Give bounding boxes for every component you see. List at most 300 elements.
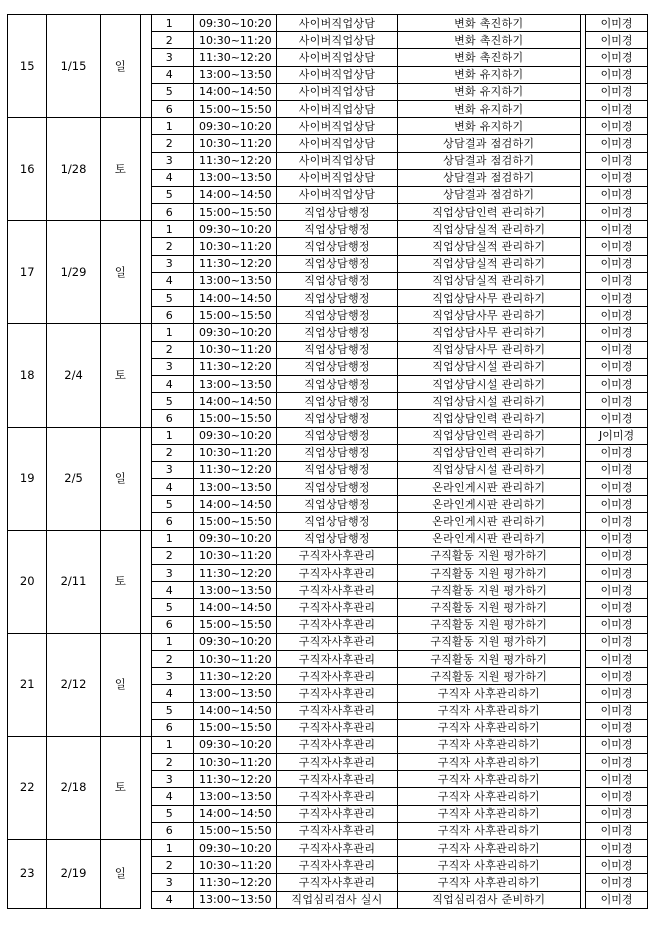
subject-unit: 구직자사후관리	[277, 668, 397, 685]
subject-unit: 사이버직업상담	[277, 49, 397, 66]
time-range: 11:30~12:20	[194, 358, 277, 375]
instructor-name: 이미경	[586, 290, 648, 307]
subject-unit: 구직자사후관리	[277, 702, 397, 719]
session-date: 2/19	[47, 840, 100, 909]
lesson-content: 직업상담인력 관리하기	[397, 410, 580, 427]
period-number: 6	[151, 616, 194, 633]
time-range: 09:30~10:20	[194, 221, 277, 238]
instructor-name: 이미경	[586, 393, 648, 410]
time-range: 13:00~13:50	[194, 685, 277, 702]
lesson-content: 직업상담사무 관리하기	[397, 324, 580, 341]
period-number: 5	[151, 393, 194, 410]
instructor-name: 이미경	[586, 358, 648, 375]
lesson-content: 직업상담인력 관리하기	[397, 204, 580, 221]
spacer-cell	[141, 15, 152, 118]
lesson-content: 직업상담시설 관리하기	[397, 358, 580, 375]
session-number: 18	[8, 324, 47, 427]
lesson-content: 구직자 사후관리하기	[397, 857, 580, 874]
time-range: 13:00~13:50	[194, 272, 277, 289]
time-range: 11:30~12:20	[194, 49, 277, 66]
time-range: 10:30~11:20	[194, 547, 277, 564]
instructor-name: 이미경	[586, 857, 648, 874]
instructor-name: 이미경	[586, 496, 648, 513]
instructor-name: 이미경	[586, 805, 648, 822]
subject-unit: 사이버직업상담	[277, 66, 397, 83]
lesson-content: 직업상담실적 관리하기	[397, 221, 580, 238]
time-range: 09:30~10:20	[194, 15, 277, 32]
period-number: 3	[151, 255, 194, 272]
session-number: 15	[8, 15, 47, 118]
instructor-name: 이미경	[586, 599, 648, 616]
subject-unit: 직업상담행정	[277, 444, 397, 461]
lesson-content: 구직활동 지원 평가하기	[397, 547, 580, 564]
lesson-content: 온라인게시판 관리하기	[397, 479, 580, 496]
subject-unit: 직업상담행정	[277, 290, 397, 307]
period-number: 2	[151, 341, 194, 358]
session-weekday: 일	[100, 221, 140, 324]
session-date: 2/4	[47, 324, 100, 427]
lesson-content: 변화 촉진하기	[397, 32, 580, 49]
lesson-content: 구직활동 지원 평가하기	[397, 565, 580, 582]
lesson-content: 온라인게시판 관리하기	[397, 530, 580, 547]
table-row	[8, 530, 648, 547]
instructor-name: 이미경	[586, 719, 648, 736]
time-range: 11:30~12:20	[194, 255, 277, 272]
lesson-content: 구직활동 지원 평가하기	[397, 633, 580, 650]
lesson-content: 변화 유지하기	[397, 100, 580, 117]
instructor-name: 이미경	[586, 547, 648, 564]
instructor-name: 이미경	[586, 736, 648, 753]
subject-unit: 구직자사후관리	[277, 736, 397, 753]
lesson-content: 구직활동 지원 평가하기	[397, 668, 580, 685]
subject-unit: 직업상담행정	[277, 238, 397, 255]
lesson-content: 상담결과 점검하기	[397, 169, 580, 186]
period-number: 3	[151, 152, 194, 169]
period-number: 5	[151, 702, 194, 719]
subject-unit: 직업상담행정	[277, 427, 397, 444]
subject-unit: 구직자사후관리	[277, 650, 397, 667]
time-range: 09:30~10:20	[194, 530, 277, 547]
instructor-name: 이미경	[586, 840, 648, 857]
instructor-name: 이미경	[586, 633, 648, 650]
session-date: 2/11	[47, 530, 100, 633]
time-range: 15:00~15:50	[194, 307, 277, 324]
session-number: 23	[8, 840, 47, 909]
lesson-content: 직업상담사무 관리하기	[397, 307, 580, 324]
period-number: 3	[151, 565, 194, 582]
period-number: 4	[151, 788, 194, 805]
period-number: 5	[151, 83, 194, 100]
lesson-content: 구직자 사후관리하기	[397, 719, 580, 736]
lesson-content: 변화 촉진하기	[397, 15, 580, 32]
period-number: 1	[151, 324, 194, 341]
lesson-content: 직업상담시설 관리하기	[397, 393, 580, 410]
instructor-name: 이미경	[586, 152, 648, 169]
subject-unit: 직업상담행정	[277, 461, 397, 478]
period-number: 5	[151, 290, 194, 307]
lesson-content: 변화 유지하기	[397, 118, 580, 135]
instructor-name: 이미경	[586, 530, 648, 547]
instructor-name: 이미경	[586, 513, 648, 530]
period-number: 3	[151, 668, 194, 685]
lesson-content: 상담결과 점검하기	[397, 186, 580, 203]
period-number: 2	[151, 650, 194, 667]
period-number: 2	[151, 32, 194, 49]
instructor-name: 이미경	[586, 891, 648, 908]
period-number: 2	[151, 857, 194, 874]
session-weekday: 일	[100, 427, 140, 530]
lesson-content: 직업상담인력 관리하기	[397, 444, 580, 461]
subject-unit: 직업상담행정	[277, 496, 397, 513]
time-range: 15:00~15:50	[194, 822, 277, 839]
table-row	[8, 633, 648, 650]
instructor-name: 이미경	[586, 565, 648, 582]
lesson-content: 변화 유지하기	[397, 83, 580, 100]
subject-unit: 직업상담행정	[277, 272, 397, 289]
time-range: 10:30~11:20	[194, 857, 277, 874]
time-range: 15:00~15:50	[194, 513, 277, 530]
subject-unit: 구직자사후관리	[277, 599, 397, 616]
table-row	[8, 427, 648, 444]
spacer-cell	[141, 221, 152, 324]
instructor-name: 이미경	[586, 650, 648, 667]
subject-unit: 구직자사후관리	[277, 633, 397, 650]
period-number: 6	[151, 513, 194, 530]
instructor-name: 이미경	[586, 66, 648, 83]
period-number: 6	[151, 410, 194, 427]
lesson-content: 구직자 사후관리하기	[397, 788, 580, 805]
time-range: 15:00~15:50	[194, 204, 277, 221]
instructor-name: 이미경	[586, 702, 648, 719]
time-range: 13:00~13:50	[194, 66, 277, 83]
subject-unit: 구직자사후관리	[277, 719, 397, 736]
instructor-name: 이미경	[586, 221, 648, 238]
period-number: 1	[151, 221, 194, 238]
session-date: 2/12	[47, 633, 100, 736]
instructor-name: 이미경	[586, 186, 648, 203]
time-range: 15:00~15:50	[194, 616, 277, 633]
instructor-name: 이미경	[586, 307, 648, 324]
subject-unit: 직업상담행정	[277, 513, 397, 530]
instructor-name: 이미경	[586, 444, 648, 461]
time-range: 13:00~13:50	[194, 169, 277, 186]
subject-unit: 직업상담행정	[277, 410, 397, 427]
instructor-name: 이미경	[586, 169, 648, 186]
period-number: 2	[151, 135, 194, 152]
subject-unit: 구직자사후관리	[277, 822, 397, 839]
period-number: 4	[151, 375, 194, 392]
instructor-name: 이미경	[586, 341, 648, 358]
period-number: 6	[151, 204, 194, 221]
instructor-name: 이미경	[586, 204, 648, 221]
period-number: 5	[151, 805, 194, 822]
instructor-name: 이미경	[586, 375, 648, 392]
period-number: 2	[151, 547, 194, 564]
subject-unit: 직업상담행정	[277, 479, 397, 496]
session-weekday: 일	[100, 633, 140, 736]
session-number: 21	[8, 633, 47, 736]
table-row	[8, 324, 648, 341]
period-number: 1	[151, 530, 194, 547]
time-range: 10:30~11:20	[194, 32, 277, 49]
time-range: 09:30~10:20	[194, 118, 277, 135]
subject-unit: 구직자사후관리	[277, 805, 397, 822]
session-weekday: 일	[100, 15, 140, 118]
subject-unit: 직업상담행정	[277, 324, 397, 341]
instructor-name: J이미경	[586, 427, 648, 444]
lesson-content: 구직자 사후관리하기	[397, 822, 580, 839]
period-number: 1	[151, 840, 194, 857]
instructor-name: 이미경	[586, 83, 648, 100]
subject-unit: 사이버직업상담	[277, 169, 397, 186]
time-range: 14:00~14:50	[194, 702, 277, 719]
subject-unit: 구직자사후관리	[277, 685, 397, 702]
lesson-content: 구직자 사후관리하기	[397, 805, 580, 822]
time-range: 13:00~13:50	[194, 788, 277, 805]
period-number: 1	[151, 736, 194, 753]
period-number: 1	[151, 427, 194, 444]
spacer-cell	[141, 840, 152, 909]
instructor-name: 이미경	[586, 822, 648, 839]
table-row	[8, 15, 648, 32]
instructor-name: 이미경	[586, 135, 648, 152]
period-number: 3	[151, 461, 194, 478]
time-range: 14:00~14:50	[194, 496, 277, 513]
session-number: 20	[8, 530, 47, 633]
lesson-content: 변화 촉진하기	[397, 49, 580, 66]
time-range: 10:30~11:20	[194, 444, 277, 461]
instructor-name: 이미경	[586, 238, 648, 255]
subject-unit: 직업상담행정	[277, 341, 397, 358]
subject-unit: 사이버직업상담	[277, 135, 397, 152]
instructor-name: 이미경	[586, 100, 648, 117]
lesson-content: 구직자 사후관리하기	[397, 840, 580, 857]
time-range: 09:30~10:20	[194, 427, 277, 444]
period-number: 6	[151, 307, 194, 324]
lesson-content: 상담결과 점검하기	[397, 152, 580, 169]
session-weekday: 일	[100, 840, 140, 909]
lesson-content: 직업상담실적 관리하기	[397, 238, 580, 255]
time-range: 14:00~14:50	[194, 83, 277, 100]
subject-unit: 구직자사후관리	[277, 547, 397, 564]
subject-unit: 구직자사후관리	[277, 840, 397, 857]
session-weekday: 토	[100, 118, 140, 221]
session-number: 16	[8, 118, 47, 221]
lesson-content: 구직활동 지원 평가하기	[397, 650, 580, 667]
lesson-content: 온라인게시판 관리하기	[397, 513, 580, 530]
instructor-name: 이미경	[586, 479, 648, 496]
time-range: 09:30~10:20	[194, 324, 277, 341]
time-range: 13:00~13:50	[194, 582, 277, 599]
time-range: 09:30~10:20	[194, 840, 277, 857]
period-number: 3	[151, 358, 194, 375]
lesson-content: 상담결과 점검하기	[397, 135, 580, 152]
instructor-name: 이미경	[586, 49, 648, 66]
lesson-content: 구직자 사후관리하기	[397, 736, 580, 753]
session-weekday: 토	[100, 324, 140, 427]
period-number: 4	[151, 891, 194, 908]
period-number: 3	[151, 771, 194, 788]
subject-unit: 구직자사후관리	[277, 565, 397, 582]
subject-unit: 직업상담행정	[277, 307, 397, 324]
spacer-cell	[141, 324, 152, 427]
subject-unit: 사이버직업상담	[277, 32, 397, 49]
lesson-content: 구직자 사후관리하기	[397, 754, 580, 771]
time-range: 14:00~14:50	[194, 805, 277, 822]
time-range: 10:30~11:20	[194, 650, 277, 667]
time-range: 15:00~15:50	[194, 719, 277, 736]
time-range: 10:30~11:20	[194, 754, 277, 771]
instructor-name: 이미경	[586, 874, 648, 891]
period-number: 5	[151, 186, 194, 203]
subject-unit: 사이버직업상담	[277, 100, 397, 117]
time-range: 13:00~13:50	[194, 375, 277, 392]
lesson-content: 직업상담사무 관리하기	[397, 290, 580, 307]
lesson-content: 구직자 사후관리하기	[397, 685, 580, 702]
period-number: 4	[151, 169, 194, 186]
session-date: 1/15	[47, 15, 100, 118]
time-range: 11:30~12:20	[194, 771, 277, 788]
period-number: 4	[151, 582, 194, 599]
time-range: 10:30~11:20	[194, 238, 277, 255]
instructor-name: 이미경	[586, 324, 648, 341]
lesson-content: 직업상담사무 관리하기	[397, 341, 580, 358]
period-number: 5	[151, 599, 194, 616]
time-range: 09:30~10:20	[194, 736, 277, 753]
subject-unit: 구직자사후관리	[277, 754, 397, 771]
time-range: 09:30~10:20	[194, 633, 277, 650]
time-range: 13:00~13:50	[194, 479, 277, 496]
subject-unit: 사이버직업상담	[277, 152, 397, 169]
instructor-name: 이미경	[586, 255, 648, 272]
instructor-name: 이미경	[586, 118, 648, 135]
time-range: 10:30~11:20	[194, 341, 277, 358]
instructor-name: 이미경	[586, 410, 648, 427]
lesson-content: 구직활동 지원 평가하기	[397, 582, 580, 599]
lesson-content: 변화 유지하기	[397, 66, 580, 83]
period-number: 6	[151, 719, 194, 736]
table-row	[8, 118, 648, 135]
lesson-content: 직업상담시설 관리하기	[397, 375, 580, 392]
instructor-name: 이미경	[586, 771, 648, 788]
lesson-content: 직업상담실적 관리하기	[397, 272, 580, 289]
schedule-body	[8, 15, 648, 909]
instructor-name: 이미경	[586, 788, 648, 805]
time-range: 11:30~12:20	[194, 668, 277, 685]
instructor-name: 이미경	[586, 461, 648, 478]
table-row	[8, 840, 648, 857]
session-date: 1/29	[47, 221, 100, 324]
time-range: 15:00~15:50	[194, 410, 277, 427]
table-row	[8, 736, 648, 753]
period-number: 5	[151, 496, 194, 513]
instructor-name: 이미경	[586, 582, 648, 599]
session-weekday: 토	[100, 530, 140, 633]
lesson-content: 구직자 사후관리하기	[397, 771, 580, 788]
subject-unit: 사이버직업상담	[277, 15, 397, 32]
subject-unit: 직업상담행정	[277, 358, 397, 375]
period-number: 4	[151, 479, 194, 496]
instructor-name: 이미경	[586, 754, 648, 771]
session-weekday: 토	[100, 736, 140, 839]
lesson-content: 구직자 사후관리하기	[397, 874, 580, 891]
time-range: 11:30~12:20	[194, 565, 277, 582]
schedule-table	[7, 14, 648, 909]
period-number: 3	[151, 874, 194, 891]
period-number: 3	[151, 49, 194, 66]
session-number: 17	[8, 221, 47, 324]
time-range: 14:00~14:50	[194, 393, 277, 410]
subject-unit: 구직자사후관리	[277, 874, 397, 891]
session-date: 1/28	[47, 118, 100, 221]
lesson-content: 구직활동 지원 평가하기	[397, 616, 580, 633]
time-range: 11:30~12:20	[194, 874, 277, 891]
spacer-cell	[141, 530, 152, 633]
lesson-content: 구직활동 지원 평가하기	[397, 599, 580, 616]
session-date: 2/5	[47, 427, 100, 530]
spacer-cell	[141, 736, 152, 839]
instructor-name: 이미경	[586, 272, 648, 289]
subject-unit: 직업상담행정	[277, 255, 397, 272]
subject-unit: 직업상담행정	[277, 530, 397, 547]
subject-unit: 직업심리검사 실시	[277, 891, 397, 908]
spacer-cell	[141, 118, 152, 221]
table-row	[8, 221, 648, 238]
instructor-name: 이미경	[586, 15, 648, 32]
time-range: 11:30~12:20	[194, 152, 277, 169]
time-range: 14:00~14:50	[194, 290, 277, 307]
instructor-name: 이미경	[586, 616, 648, 633]
subject-unit: 사이버직업상담	[277, 186, 397, 203]
period-number: 4	[151, 66, 194, 83]
time-range: 14:00~14:50	[194, 186, 277, 203]
period-number: 1	[151, 118, 194, 135]
time-range: 11:30~12:20	[194, 461, 277, 478]
period-number: 6	[151, 100, 194, 117]
session-number: 19	[8, 427, 47, 530]
time-range: 13:00~13:50	[194, 891, 277, 908]
instructor-name: 이미경	[586, 668, 648, 685]
period-number: 1	[151, 633, 194, 650]
subject-unit: 직업상담행정	[277, 393, 397, 410]
subject-unit: 구직자사후관리	[277, 788, 397, 805]
time-range: 14:00~14:50	[194, 599, 277, 616]
lesson-content: 구직자 사후관리하기	[397, 702, 580, 719]
period-number: 1	[151, 15, 194, 32]
lesson-content: 온라인게시판 관리하기	[397, 496, 580, 513]
lesson-content: 직업상담시설 관리하기	[397, 461, 580, 478]
lesson-content: 직업상담인력 관리하기	[397, 427, 580, 444]
period-number: 2	[151, 754, 194, 771]
subject-unit: 직업상담행정	[277, 221, 397, 238]
subject-unit: 구직자사후관리	[277, 582, 397, 599]
session-date: 2/18	[47, 736, 100, 839]
subject-unit: 사이버직업상담	[277, 118, 397, 135]
spacer-cell	[141, 633, 152, 736]
time-range: 10:30~11:20	[194, 135, 277, 152]
period-number: 6	[151, 822, 194, 839]
subject-unit: 직업상담행정	[277, 375, 397, 392]
period-number: 4	[151, 685, 194, 702]
time-range: 15:00~15:50	[194, 100, 277, 117]
lesson-content: 직업심리검사 준비하기	[397, 891, 580, 908]
instructor-name: 이미경	[586, 32, 648, 49]
session-number: 22	[8, 736, 47, 839]
period-number: 2	[151, 238, 194, 255]
subject-unit: 직업상담행정	[277, 204, 397, 221]
lesson-content: 직업상담실적 관리하기	[397, 255, 580, 272]
spacer-cell	[141, 427, 152, 530]
